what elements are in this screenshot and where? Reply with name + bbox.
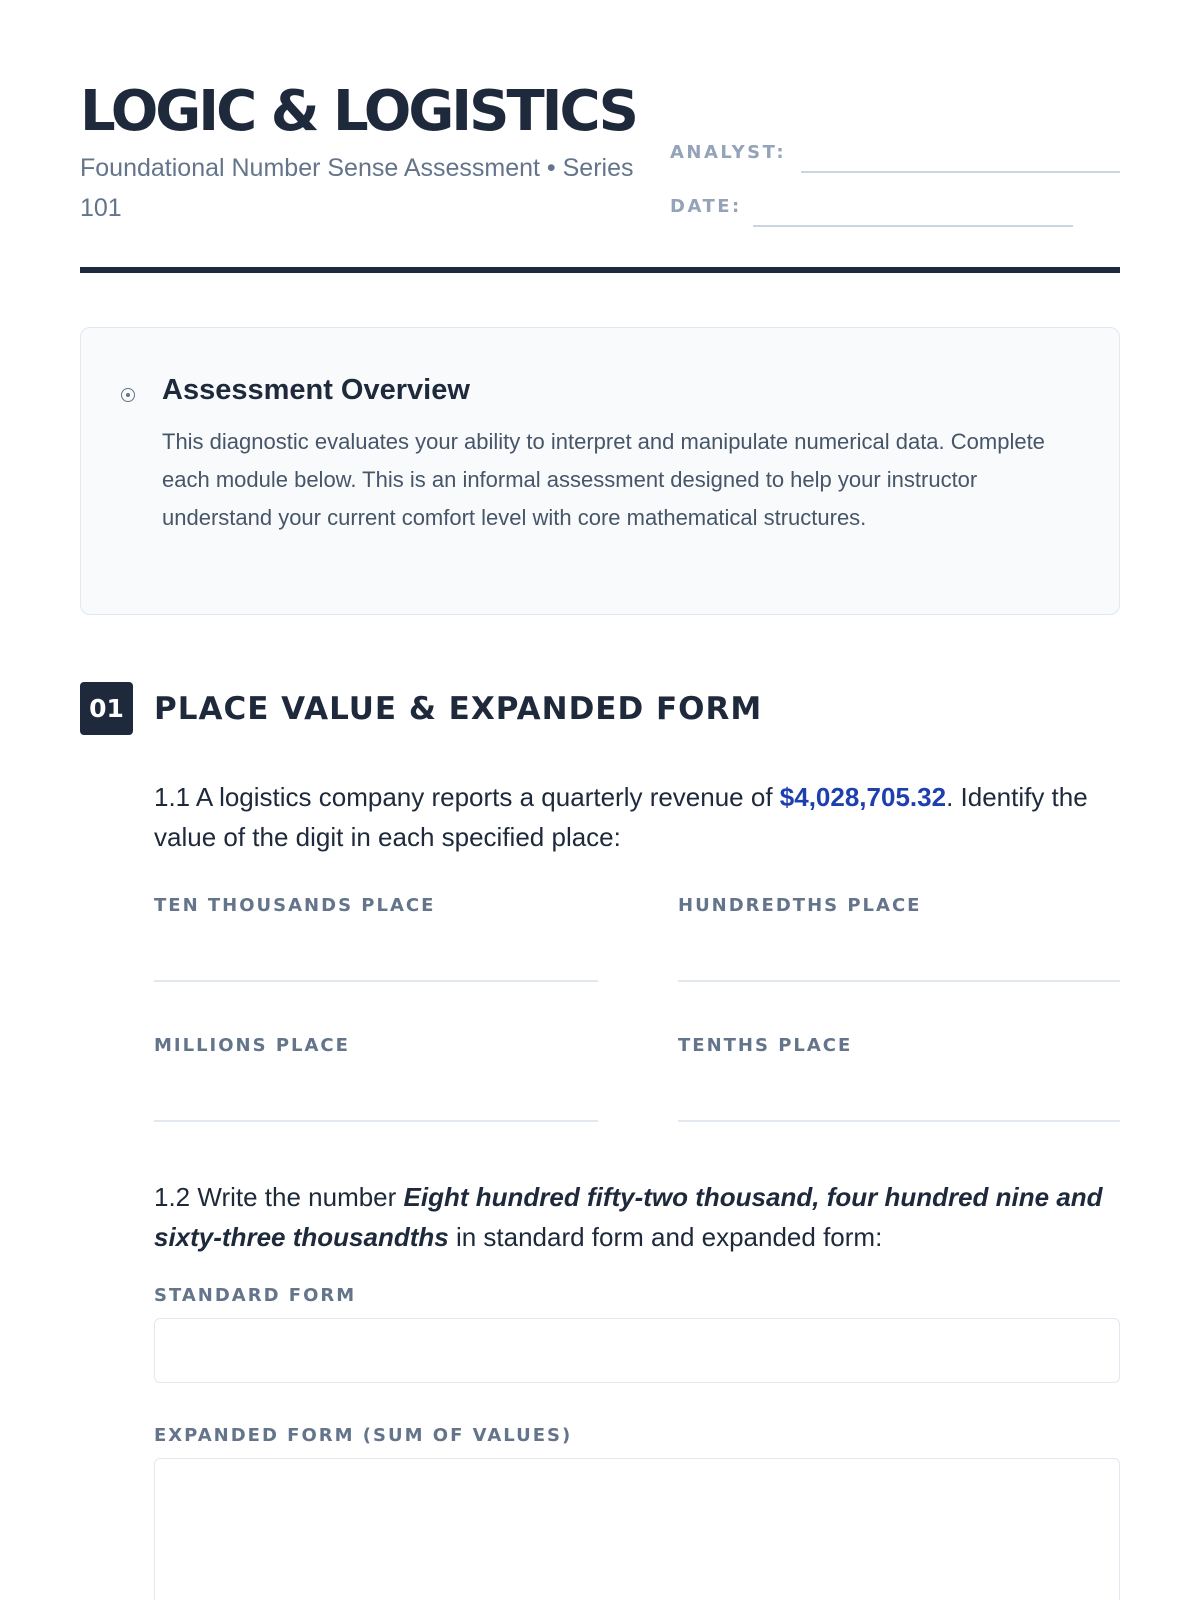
- hundredths-label: HUNDREDTHS PLACE: [678, 895, 922, 916]
- question-1-1-suffix: . Identify the value of the digit in each specified place:: [154, 782, 1088, 852]
- section-title: PLACE VALUE & EXPANDED FORM: [154, 691, 763, 727]
- section-number-badge: 01: [80, 682, 133, 735]
- expanded-form-input[interactable]: [154, 1458, 1120, 1600]
- ten-thousands-label: TEN THOUSANDS PLACE: [154, 895, 436, 916]
- hundredths-input[interactable]: [678, 980, 1120, 982]
- page-title: LOGIC & LOGISTICS: [80, 79, 636, 144]
- analyst-label: ANALYST:: [670, 142, 787, 163]
- question-1-1-prefix: 1.1 A logistics company reports a quarterly revenue of: [154, 782, 780, 812]
- expanded-form-label: EXPANDED FORM (SUM OF VALUES): [154, 1425, 573, 1446]
- question-1-2: [154, 1177, 1120, 1257]
- tenths-input[interactable]: [678, 1120, 1120, 1122]
- ten-thousands-input[interactable]: [154, 980, 598, 982]
- tenths-label: TENTHS PLACE: [678, 1035, 853, 1056]
- overview-body: This diagnostic evaluates your ability to interpret and manipulate numerical data. Complete each module below. This is an informal assessment designed to help your instructor understand your current comfort level with core mathematical structures.: [162, 429, 1045, 530]
- date-field[interactable]: [753, 225, 1073, 227]
- page-subtitle: Foundational Number Sense Assessment • Series 101: [80, 154, 634, 222]
- analyst-field[interactable]: [801, 171, 1120, 173]
- header-divider: [80, 267, 1120, 273]
- date-label: DATE:: [670, 196, 742, 217]
- standard-form-label: STANDARD FORM: [154, 1285, 357, 1306]
- question-1-2-prefix: 1.2 Write the number: [154, 1182, 404, 1212]
- question-1-1: [154, 777, 1120, 857]
- number-in-words: Eight hundred fifty-two thousand, four hundred nine and sixty-three thousandths: [154, 1182, 1103, 1252]
- overview-panel: [80, 327, 1120, 615]
- millions-label: MILLIONS PLACE: [154, 1035, 350, 1056]
- millions-input[interactable]: [154, 1120, 598, 1122]
- standard-form-input[interactable]: [154, 1318, 1120, 1383]
- info-icon: [121, 388, 135, 402]
- revenue-amount: $4,028,705.32: [779, 782, 947, 812]
- overview-title: Assessment Overview: [162, 374, 470, 406]
- question-1-2-suffix: in standard form and expanded form:: [448, 1222, 883, 1252]
